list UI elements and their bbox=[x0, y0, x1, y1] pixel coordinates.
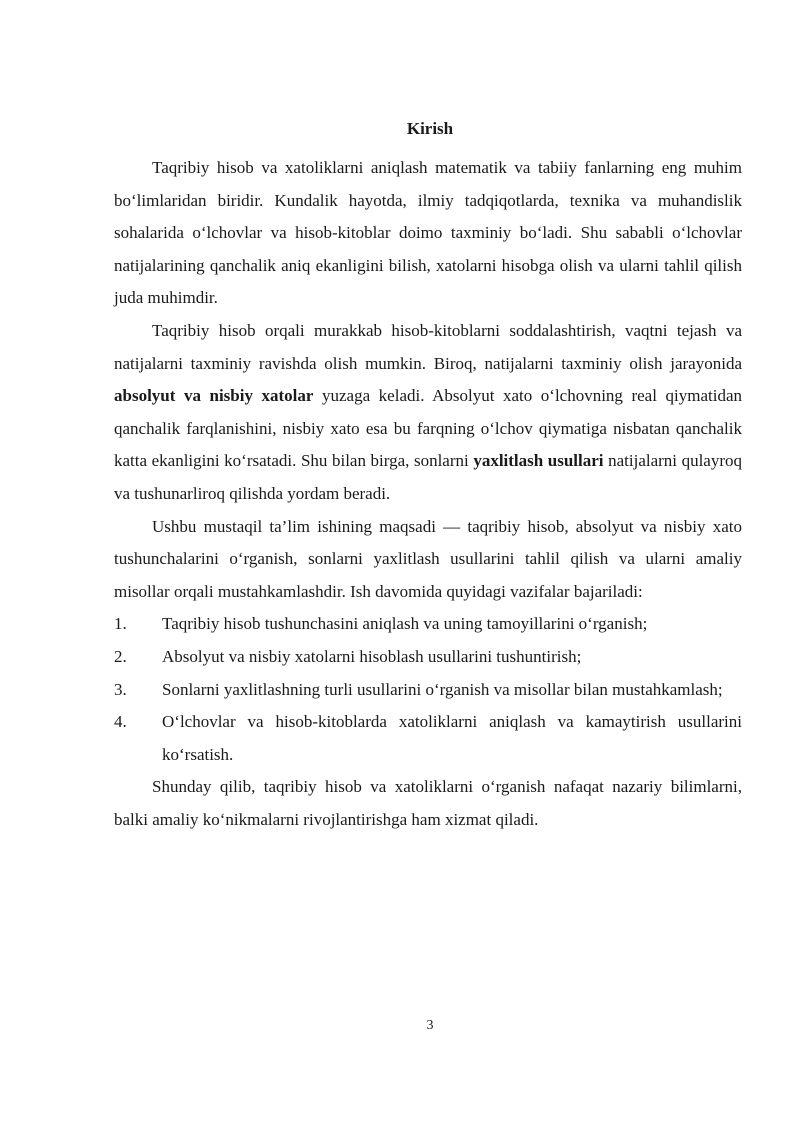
task-list bbox=[114, 608, 742, 771]
document-body bbox=[114, 152, 742, 836]
list-item bbox=[114, 706, 742, 771]
list-item-number: 3. bbox=[114, 679, 127, 699]
list-item-number: 4. bbox=[114, 712, 127, 732]
paragraph-goal: Ushbu mustaqil ta’lim ishining maqsadi — taqribiy hisob, absolyut va nisbiy xato tushunchalarini o‘rganish, sonlarni yaxlitlash usullarini tahlil qilish va ularni amaliy misollar orqali mustahkamlashdir. Ish davomida quyidagi vazifalar bajariladi: bbox=[114, 516, 742, 601]
list-item-number: 1. bbox=[114, 614, 127, 634]
list-item bbox=[114, 674, 742, 707]
page-title: Kirish bbox=[406, 119, 454, 138]
list-item-text: O‘lchovlar va hisob-kitoblarda xatoliklarni aniqlash va kamaytirish usullarini ko‘rsatish. bbox=[162, 712, 742, 764]
paragraph-approximation bbox=[114, 315, 742, 511]
list-item-text: Sonlarni yaxlitlashning turli usullarini o‘rganish va misollar bilan mustahkamlash; bbox=[162, 679, 723, 699]
paragraph-text: Taqribiy hisob orqali murakkab hisob-kitoblarni soddalashtirish, vaqtni tejash va natijalarni taxminiy ravishda olish mumkin. Biroq, natijalarni taxminiy olish jarayonida bbox=[114, 320, 742, 373]
list-item-text: Taqribiy hisob tushunchasini aniqlash va uning tamoyillarini o‘rganish; bbox=[162, 614, 648, 634]
bold-term-errors: absolyut va nisbiy xatolar bbox=[114, 386, 314, 406]
list-item-number: 2. bbox=[114, 646, 127, 666]
paragraph-text: natijalarni qulayroq va tushunarliroq qilishda yordam beradi. bbox=[114, 451, 743, 503]
paragraph-text: yuzaga keladi. Absolyut xato o‘lchovning real qiymatidan qanchalik farqlanishini, nisbiy xato esa bu farqning o‘lchov qiymatiga nisbatan qanchalik katta ekanligini ko‘rsatadi. Shu bilan birga, sonlarni bbox=[114, 386, 742, 471]
bold-term-rounding: yaxlitlash usullari bbox=[473, 451, 604, 471]
paragraph-conclusion: Shunday qilib, taqribiy hisob va xatoliklarni o‘rganish nafaqat nazariy bilimlarni, balki amaliy ko‘nikmalarni rivojlantirishga ham xizmat qiladi. bbox=[114, 777, 742, 829]
paragraph-intro: Taqribiy hisob va xatoliklarni aniqlash matematik va tabiiy fanlarning eng muhim bo‘limlaridan biridir. Kundalik hayotda, ilmiy tadqiqotlarda, texnika va muhandislik sohalarida o‘lchovlar va hisob-kitoblar doimo taxminiy bo‘ladi. Shu sababli o‘lchovlar natijalarining qanchalik aniq ekanligini bilish, xatolarni hisobga olish va ularni tahlil qilish juda muhimdir. bbox=[114, 158, 742, 308]
list-item bbox=[114, 608, 742, 641]
page-number: 3 bbox=[426, 1018, 434, 1033]
list-item bbox=[114, 641, 742, 674]
list-item-text: Absolyut va nisbiy xatolarni hisoblash usullarini tushuntirish; bbox=[162, 646, 582, 666]
